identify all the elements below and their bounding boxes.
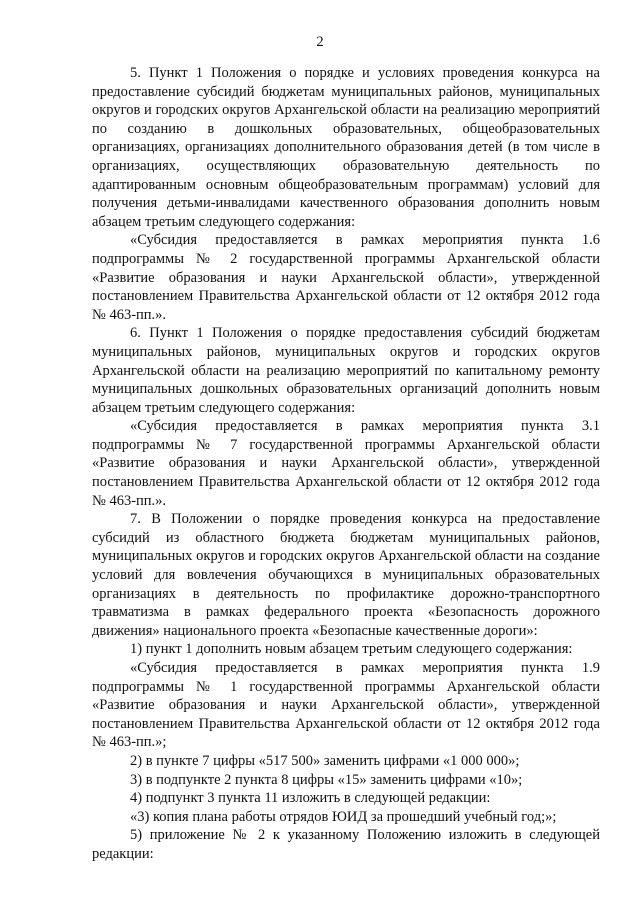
subitem-1: 1) пункт 1 дополнить новым абзацем третьим следующего содержания: bbox=[130, 641, 573, 658]
subitem-2: 2) в пункте 7 цифры «517 500» заменить цифрами «1 000 000»; bbox=[130, 752, 520, 769]
subitem-5: 5) приложение № 2 к указанному Положению изложить в следующей редакции: bbox=[92, 827, 600, 862]
subitem-3: 3) в подпункте 2 пункта 8 цифры «15» заменить цифрами «10»; bbox=[130, 771, 523, 788]
paragraph-item-7: 7. В Положении о порядке проведения конкурса на предоставление субсидий из областного бюджета бюджетам муниципальных районов, муниципальных округов и городских округов Архангельской области на создание условий для вовлечения обучающихся в муниципальных образовательных организациях в деятельность по профилактике дорожно-транспортного травматизма в рамках федерального проекта «Безопасность дорожного движения» национального проекта «Безопасные качественные дороги»: bbox=[92, 511, 600, 639]
subitem-4: 4) подпункт 3 пункта 11 изложить в следующей редакции: bbox=[130, 790, 491, 807]
paragraph-quote-subitem-4: «3) копия плана работы отрядов ЮИД за прошедший учебный год;»; bbox=[130, 808, 557, 825]
paragraph-quote-6: «Субсидия предоставляется в рамках мероприятия пункта 3.1 подпрограммы № 7 государственной программы Архангельской области «Развитие образования и науки Архангельской области», утвержденной постановлением Правительства Архангельской области от 12 октября 2012 года № 463-пп.». bbox=[92, 418, 600, 509]
paragraph-item-5: 5. Пункт 1 Положения о порядке и условиях проведения конкурса на предоставление субсидий бюджетам муниципальных районов, муниципальных округов и городских округов Архангельской области на реализацию мероприятий по созданию в дошкольных образовательных, общеобразовательных организациях, организациях дополнительного образования детей (в том числе в организациях, осуществляющих образовательную деятельность по адаптированным основным общеобразовательным программам) условий для получения детьми-инвалидами качественного образования дополнить новым абзацем третьим следующего содержания: bbox=[92, 65, 600, 230]
paragraph-item-6: 6. Пункт 1 Положения о порядке предоставления субсидий бюджетам муниципальных районов, муниципальных округов и городских округов Архангельской области на реализацию мероприятий по капитальному ремонту муниципальных дошкольных образовательных организаций дополнить новым абзацем третьим следующего содержания: bbox=[92, 325, 600, 416]
paragraph-quote-7: «Субсидия предоставляется в рамках мероприятия пункта 1.9 подпрограммы № 1 государственной программы Архангельской области «Развитие образования и науки Архангельской области», утвержденной постановлением Правительства Архангельской области от 12 октября 2012 года № 463-пп.»; bbox=[92, 660, 600, 751]
document-body bbox=[92, 64, 600, 864]
paragraph-quote-5: «Субсидия предоставляется в рамках мероприятия пункта 1.6 подпрограммы № 2 государственной программы Архангельской области «Развитие образования и науки Архангельской области», утвержденной постановлением Правительства Архангельской области от 12 октября 2012 года № 463-пп.». bbox=[92, 232, 600, 323]
page-number: 2 bbox=[316, 34, 324, 50]
